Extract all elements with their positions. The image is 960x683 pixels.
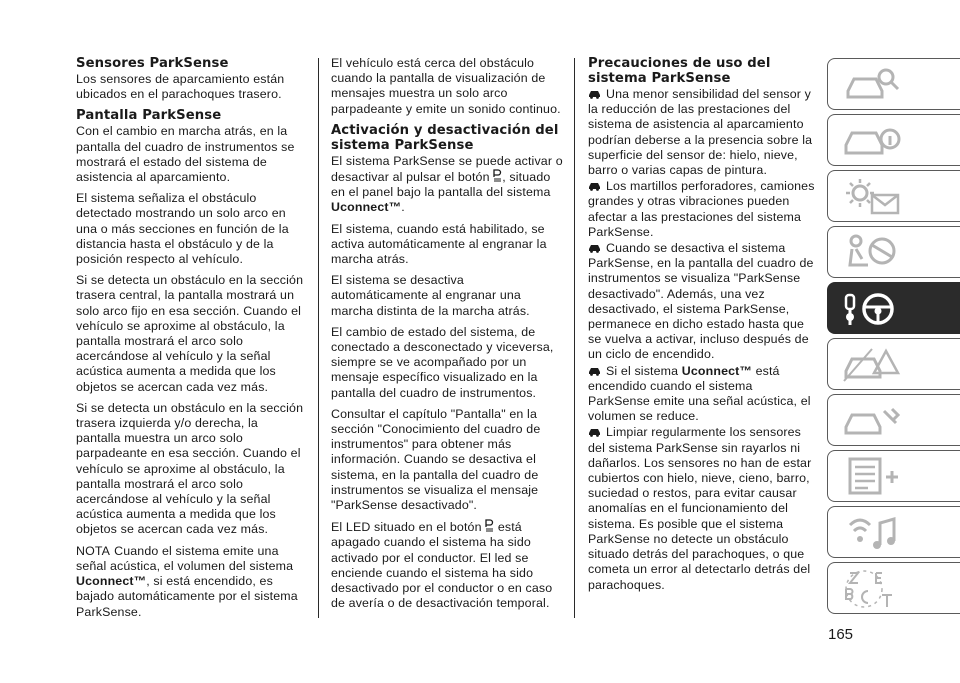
bullet-item: Si el sistema Uconnect™ está encendido cuando el sistema ParkSense emite una señal acústica, el volumen se reduce. (588, 363, 811, 424)
heading-parksense-display: Pantalla ParkSense (76, 108, 222, 124)
car-search-icon (842, 65, 902, 105)
car-bullet-icon (588, 366, 601, 376)
paragraph: El sistema ParkSense se puede activar o desactivar al pulsar el botón , situado en el panel bajo la pantalla del sistema Uconnect™. (331, 153, 563, 215)
bullet-item: Limpiar regularmente los sensores del sistema ParkSense sin rayarlos ni dañarlos. Los sensores no han de estar cubiertos con hielo, nieve, cieno, barro, suciedad o restos, para evitar causar anomalías en el funcionamiento del sistema. Es posible que el sistema ParkSense no detecte un obstáculo situado detrás del parachoques, o que cometa un error al detectarlo detrás del parachoques. (588, 425, 812, 592)
tab-chapter-6[interactable] (827, 338, 960, 390)
page-number: 165 (828, 626, 854, 643)
uconnect-brand: Uconnect™ (681, 363, 752, 378)
column-divider (574, 58, 575, 618)
tab-chapter-10[interactable] (827, 562, 960, 614)
car-bullet-icon (588, 181, 601, 191)
multimedia-icon (842, 513, 902, 553)
car-bullet-icon (588, 427, 601, 437)
car-info-icon (842, 121, 902, 161)
tab-chapter-5-active[interactable] (827, 282, 960, 334)
paragraph: El LED situado en el botón está apagado cuando el sistema ha sido activado por el conductor. El led se enciende cuando el sistema ha sido desactivado por el conductor o en caso de avería o de desactivación temporal. (331, 520, 553, 611)
tab-chapter-3[interactable] (827, 170, 960, 222)
bullet-item: Una menor sensibilidad del sensor y la reducción de las prestaciones del sistema de asistencia al aparcamiento podrían deberse a la presencia sobre la superficie del sensor de: hielo, nieve, barro o varias capas de pintura. (588, 87, 813, 178)
heading-parksense-sensors: Sensores ParkSense (76, 56, 229, 71)
paragraph: Si se detecta un obstáculo en la sección trasera central, la pantalla mostrará un solo arco fijo en esa sección. Cuando el vehículo se aproxime al obstáculo, la pantalla mostrará el arco solo acercándose al vehículo y la señal acústica aumenta a medida que los objetos se acercan cada vez más. (76, 273, 304, 394)
paragraph: Los sensores de aparcamiento están ubicados en el parachoques trasero. (76, 72, 285, 102)
specifications-list-icon (842, 457, 902, 497)
bullet-item: Cuando se desactiva el sistema ParkSense, en la pantalla del cuadro de instrumentos se visualiza "ParkSense desactivado". Además, una vez desactivado, el sistema ParkSense, permanece en dicho estado hasta que se vuelva a activar, incluso después de un ciclo de encendido. (588, 241, 814, 362)
tab-chapter-4[interactable] (827, 226, 960, 278)
light-message-icon (842, 177, 902, 217)
parksense-button-icon (485, 519, 494, 532)
tab-chapter-2[interactable] (827, 114, 960, 166)
note: NOTA Cuando el sistema emite una señal acústica, el volumen del sistema Uconnect™, si está encendido, es bajado automáticamente por el sistema ParkSense. (76, 543, 298, 619)
uconnect-brand: Uconnect™ (331, 200, 402, 215)
heading-activation: Activación y desactivación del sistema ParkSense (331, 122, 559, 153)
key-steering-wheel-icon (842, 289, 902, 329)
car-bullet-icon (588, 243, 601, 253)
paragraph: El vehículo está cerca del obstáculo cuando la pantalla de visualización de mensajes muestra un solo arco parpadeante y emite un sonido continuo. (331, 56, 561, 116)
paragraph: El sistema se desactiva automáticamente al engranar una marcha distinta de la marcha atrás. (331, 273, 530, 318)
car-warning-triangle-icon (842, 345, 902, 385)
paragraph: Si se detecta un obstáculo en la sección trasera izquierda y/o derecha, la pantalla muestra un arco solo parpadeante en esa sección. Cuando el vehículo se aproxime al obstáculo, la pantalla mostrará el arco solo acercándose al vehículo y la señal acústica aumenta a medida que los objetos se acercan cada vez más. (76, 400, 304, 537)
paragraph: El sistema señaliza el obstáculo detectado mostrando un solo arco en una o más secciones en función de la distancia hasta el obstáculo y de la posición respecto al vehículo. (76, 191, 289, 267)
parksense-button-icon (493, 169, 502, 182)
car-service-icon (842, 401, 902, 441)
paragraph: El cambio de estado del sistema, de conectado a desconectado y viceversa, siempre se ve acompañado por un mensaje específico visualizado en la pantalla del cuadro de instrumentos. (331, 324, 554, 400)
car-bullet-icon (588, 89, 601, 99)
uconnect-brand: Uconnect™ (76, 574, 147, 589)
paragraph: El sistema, cuando está habilitado, se activa automáticamente al engranar la marcha atrás. (331, 221, 547, 267)
airbag-seat-icon (842, 233, 902, 273)
tab-chapter-8[interactable] (827, 450, 960, 502)
column-3 (588, 56, 816, 594)
paragraph: Con el cambio en marcha atrás, en la pantalla del cuadro de instrumentos se mostrará el estado del sistema de asistencia al aparcamiento. (76, 124, 295, 185)
tab-chapter-9[interactable] (827, 506, 960, 558)
heading-precautions: Precauciones de uso del sistema ParkSense (588, 56, 771, 86)
column-divider (318, 58, 319, 618)
bullet-item: Los martillos perforadores, camiones grandes y otras vibraciones pueden afectar a las prestaciones del sistema ParkSense. (588, 179, 815, 239)
column-2 (331, 56, 563, 618)
alphabetical-index-icon (842, 569, 902, 609)
paragraph: Consultar el capítulo "Pantalla" en la sección "Conocimiento del cuadro de instrumentos" para obtener más información. Cuando se desactiva el sistema, en la pantalla del cuadro de instrumentos se visualiza el mensaje "ParkSense desactivado". (331, 406, 541, 513)
tab-chapter-1[interactable] (827, 58, 960, 110)
note-label: NOTA (76, 543, 111, 558)
column-1 (76, 56, 306, 626)
tab-chapter-7[interactable] (827, 394, 960, 446)
